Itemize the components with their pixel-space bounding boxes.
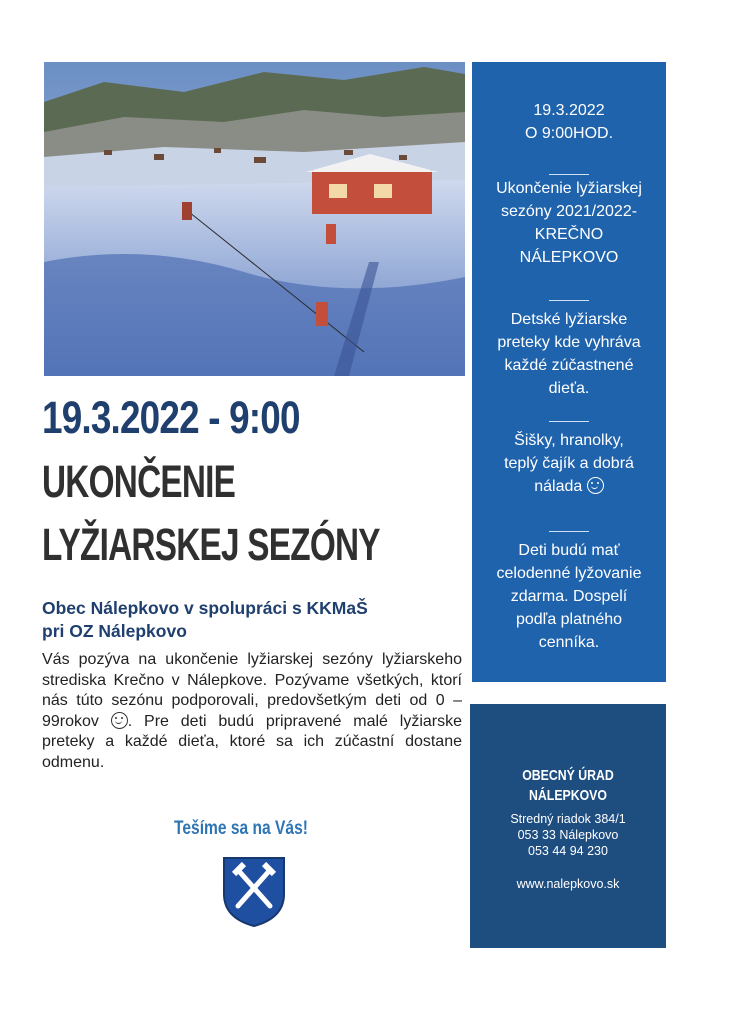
panel-event-line2: sezóny 2021/2022- xyxy=(500,203,638,220)
invitation-part1: Vás pozýva na ukončenie lyžiarskej sezóny lyžiarskeho strediska Krečno v Nálepkove. Pozývame všetkých, ktorí nás túto sezónu podporovali, predovšetkým deti od 0 – 99rokov xyxy=(42,651,462,730)
office-phone: 053 44 94 230 xyxy=(528,844,608,858)
smiley-icon xyxy=(587,477,604,494)
contact-panel xyxy=(470,704,666,948)
panel-race-line3: každé zúčastnené xyxy=(504,357,634,374)
panel-event-line3: KREČNO xyxy=(534,226,604,243)
panel-time: O 9:00HOD. xyxy=(524,125,614,142)
panel-date: 19.3.2022 xyxy=(533,102,605,119)
smiley-icon xyxy=(111,712,128,729)
office-name-line2: NÁLEPKOVO xyxy=(529,787,607,804)
panel-race-line4: dieťa. xyxy=(548,380,590,397)
panel-event-line1: Ukončenie lyžiarskej xyxy=(496,180,642,197)
ski-slope-illustration xyxy=(44,62,465,376)
panel-food-line1: Šišky, hranolky, xyxy=(514,432,624,449)
event-info-panel xyxy=(472,62,666,682)
panel-food-line2: teplý čajík a dobrá xyxy=(504,455,634,472)
coat-of-arms-icon xyxy=(222,856,286,928)
headline-title-line2: LYŽIARSKEJ SEZÓNY xyxy=(42,519,380,570)
panel-divider xyxy=(549,531,589,532)
office-city: 053 33 Nálepkovo xyxy=(517,828,619,842)
invitation-part2: . Pre deti budú pripravené malé lyžiarske preteky a každé dieťa, ktoré sa ich zúčastní dostane odmenu. xyxy=(42,712,463,771)
panel-ski-line5: cenníka. xyxy=(538,634,600,651)
panel-race-line2: preteky kde vyhráva xyxy=(497,334,641,351)
closing-text: Tešíme sa na Vás! xyxy=(174,818,308,839)
panel-divider xyxy=(549,300,589,301)
office-website-link[interactable]: www.nalepkovo.sk xyxy=(516,877,620,891)
panel-race-block xyxy=(472,308,666,400)
panel-divider xyxy=(549,421,589,422)
panel-ski-line3: zdarma. Dospelí xyxy=(510,588,628,605)
office-name-line1: OBECNÝ ÚRAD xyxy=(522,767,614,784)
panel-divider xyxy=(549,174,589,175)
organizer-text xyxy=(42,597,462,643)
panel-ski-block xyxy=(472,539,666,654)
headline-title-line1: UKONČENIE xyxy=(42,456,236,507)
panel-food-block xyxy=(472,429,666,498)
invitation-text xyxy=(42,650,462,773)
panel-ski-line2: celodenné lyžovanie xyxy=(496,565,642,582)
panel-date-block xyxy=(472,99,666,145)
panel-food-line3: nálada xyxy=(534,478,583,495)
headline-date-time: 19.3.2022 - 9:00 xyxy=(42,392,300,443)
panel-event-block xyxy=(472,177,666,269)
panel-ski-line4: podľa platného xyxy=(515,611,623,628)
panel-event-line4: NÁLEPKOVO xyxy=(519,249,619,266)
panel-ski-line1: Deti budú mať xyxy=(518,542,620,559)
panel-food-line3-wrap xyxy=(472,475,666,498)
organizer-line2: pri OZ Nálepkovo xyxy=(42,621,187,641)
office-street: Stredný riadok 384/1 xyxy=(510,812,626,826)
ski-resort-photo xyxy=(44,62,465,376)
organizer-line1: Obec Nálepkovo v spolupráci s KKMaŠ xyxy=(42,598,368,618)
panel-race-line1: Detské lyžiarske xyxy=(510,311,628,328)
